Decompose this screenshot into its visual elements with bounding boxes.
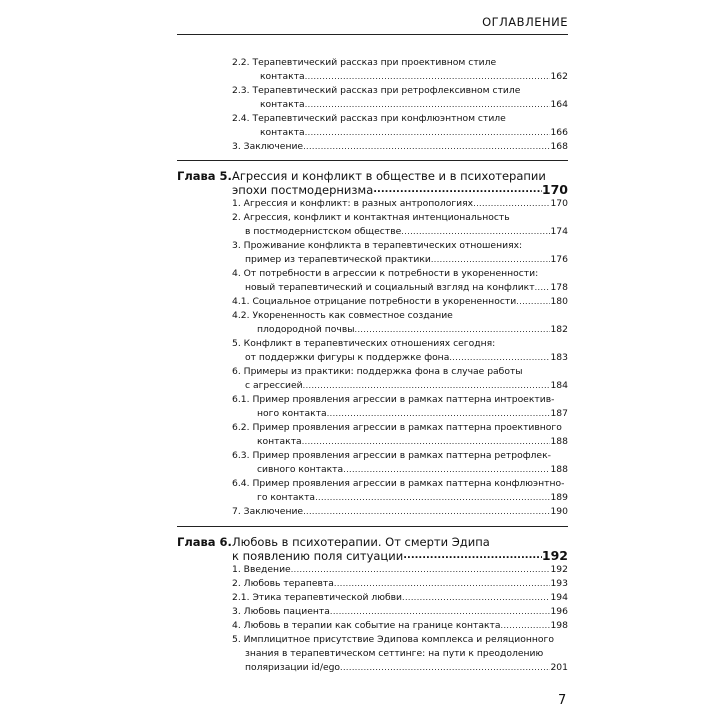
toc-entry-line2[interactable]: ного контакта ..... 187 <box>257 408 568 420</box>
page-number: 182 <box>550 324 568 335</box>
toc-entry-line1: 6. Примеры из практики: поддержка фона в случае работы <box>232 366 523 377</box>
toc-entry-line2[interactable]: от поддержки фигуры к поддержке фона ..... 183 <box>245 352 568 364</box>
toc-entry-2-3-line2[interactable]: контакта ..... 164 <box>260 99 568 111</box>
toc-entry-line1: 3. Проживание конфликта в терапевтических отношениях: <box>232 240 523 251</box>
page-number: 166 <box>550 127 568 138</box>
toc-entry-conclusion[interactable]: 3. Заключение ..... 168 <box>232 141 568 153</box>
toc-entry[interactable]: 3. Любовь пациента ..... 196 <box>232 606 568 618</box>
toc-entry[interactable]: 1. Агрессия и конфликт: в разных антропологиях ..... 170 <box>232 198 568 210</box>
toc-entry-2-4-line1: 2.4. Терапевтический рассказ при конфлюэнтном стиле <box>232 113 506 124</box>
toc-entry-line1: 4.2. Укорененность как совместное создание <box>232 310 453 321</box>
section-divider <box>177 160 568 161</box>
page-number: 188 <box>550 436 568 447</box>
chapter-title-line1[interactable]: Любовь в психотерапии. От смерти Эдипа <box>232 535 490 549</box>
page-number: 168 <box>550 141 568 152</box>
toc-entry-line2[interactable]: с агрессией ..... 184 <box>245 380 568 392</box>
page-number: 201 <box>550 662 568 673</box>
toc-entry[interactable]: 4.1. Социальное отрицание потребности в укорененности ..... 180 <box>232 296 568 308</box>
chapter-title-line2[interactable]: к появлению поля ситуации ..... 192 <box>232 549 568 563</box>
running-head-title: ОГЛАВЛЕНИЕ <box>482 15 568 29</box>
toc-entry-2-2-line1: 2.2. Терапевтический рассказ при проективном стиле <box>232 57 497 68</box>
page-number: 164 <box>550 99 568 110</box>
page-number: 178 <box>550 282 568 293</box>
page-number: 180 <box>550 296 568 307</box>
toc-entry-line2[interactable]: новый терапевтический и социальный взгляд на конфликт ..... 178 <box>245 282 568 294</box>
toc-entry-line1: 5. Конфликт в терапевтических отношениях сегодня: <box>232 338 496 349</box>
toc-entry-line2[interactable]: сивного контакта ..... 188 <box>257 464 568 476</box>
running-header <box>177 0 568 35</box>
chapter-page-number: 170 <box>541 183 568 197</box>
toc-entry-line1: 6.4. Пример проявления агрессии в рамках паттерна конфлюэнтно- <box>232 478 565 489</box>
page-number: 194 <box>550 592 568 603</box>
toc-entry-line1: 5. Имплицитное присутствие Эдипова комплекса и реляционного <box>232 634 554 645</box>
toc-entry[interactable]: 2. Любовь терапевта ..... 193 <box>232 578 568 590</box>
page-number: 176 <box>550 254 568 265</box>
page-number: 187 <box>550 408 568 419</box>
chapter-page-number: 192 <box>541 549 568 563</box>
toc-entry-line2[interactable]: в постмодернистском обществе ..... 174 <box>245 226 568 238</box>
toc-entry-line1: 2. Агрессия, конфликт и контактная интенциональность <box>232 212 510 223</box>
page-number: 183 <box>550 352 568 363</box>
toc-entry-line1: 6.3. Пример проявления агрессии в рамках паттерна ретрофлек- <box>232 450 551 461</box>
chapter-label: Глава 5. <box>177 169 232 183</box>
toc-entry-conclusion[interactable]: 7. Заключение ..... 190 <box>232 506 568 518</box>
page-number: 174 <box>550 226 568 237</box>
page-number: 162 <box>550 71 568 82</box>
page-number: 184 <box>550 380 568 391</box>
page-number: 190 <box>550 506 568 517</box>
page-number: 198 <box>550 620 568 631</box>
page-folio: 7 <box>558 693 567 708</box>
toc-entry-2-4-line2[interactable]: контакта ..... 166 <box>260 127 568 139</box>
toc-entry-line1: 4. От потребности в агрессии к потребности в укорененности: <box>232 268 539 279</box>
toc-entry-line2[interactable]: контакта ..... 188 <box>257 436 568 448</box>
chapter-title-line2[interactable]: эпохи постмодернизма ..... 170 <box>232 183 568 197</box>
toc-entry-2-3-line1: 2.3. Терапевтический рассказ при ретрофлексивном стиле <box>232 85 521 96</box>
page-number: 196 <box>550 606 568 617</box>
toc-entry-line2[interactable]: пример из терапевтической практики ..... 176 <box>245 254 568 266</box>
toc-entry-line2[interactable]: плодородной почвы ..... 182 <box>257 324 568 336</box>
page-number: 188 <box>550 464 568 475</box>
toc-entry-line2[interactable]: го контакта ..... 189 <box>257 492 568 504</box>
chapter-label: Глава 6. <box>177 535 232 549</box>
chapter-title-line1[interactable]: Агрессия и конфликт в обществе и в психотерапии <box>232 169 546 183</box>
toc-entry-2-2-line2[interactable]: контакта ..... 162 <box>260 71 568 83</box>
toc-entry[interactable]: 2.1. Этика терапевтической любви ..... 194 <box>232 592 568 604</box>
page-number: 193 <box>550 578 568 589</box>
page-number: 170 <box>550 198 568 209</box>
toc-entry[interactable]: 4. Любовь в терапии как событие на границе контакта ..... 198 <box>232 620 568 632</box>
toc-entry-line1: 6.1. Пример проявления агрессии в рамках паттерна интроектив- <box>232 394 555 405</box>
section-divider <box>177 526 568 527</box>
toc-entry-line3[interactable]: поляризации id/ego ..... 201 <box>245 662 568 674</box>
toc-entry-line2: знания в терапевтическом сеттинге: на пути к преодолению <box>245 648 544 659</box>
toc-entry-line1: 6.2. Пример проявления агрессии в рамках паттерна проективного <box>232 422 562 433</box>
page-number: 192 <box>550 564 568 575</box>
toc-entry[interactable]: 1. Введение ..... 192 <box>232 564 568 576</box>
page-number: 189 <box>550 492 568 503</box>
